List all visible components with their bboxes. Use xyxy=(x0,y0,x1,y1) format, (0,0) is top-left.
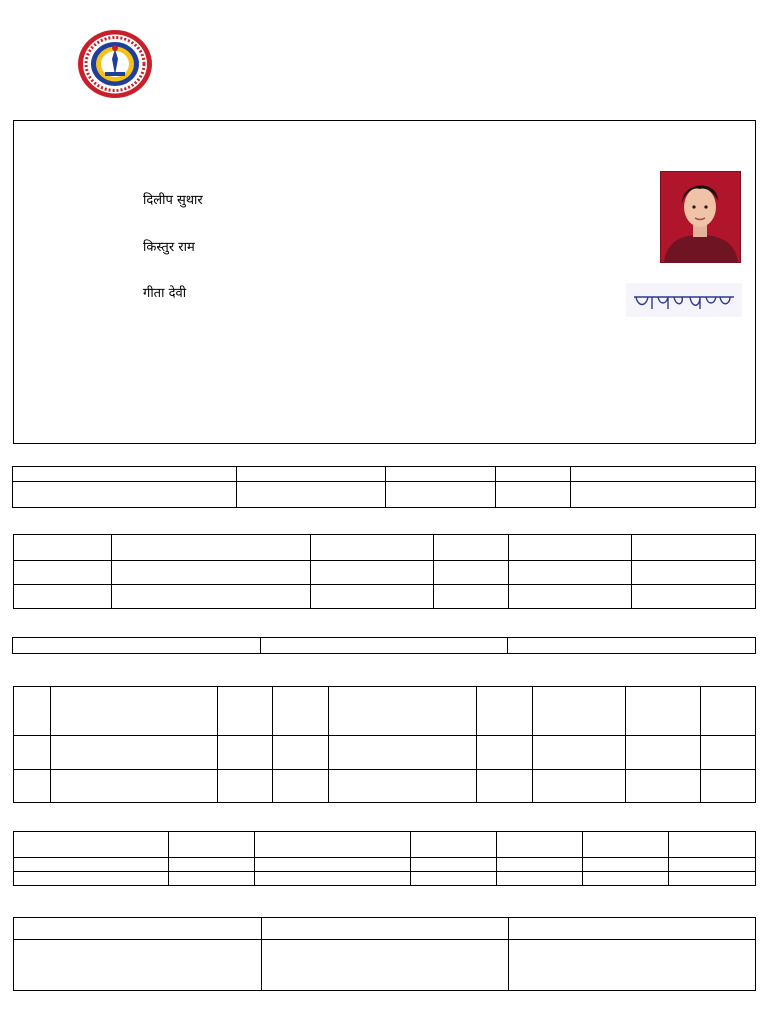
table-cell xyxy=(329,736,477,770)
table-cell xyxy=(496,467,571,482)
details-table-5 xyxy=(13,831,756,886)
details-table-3 xyxy=(12,637,756,654)
table-cell xyxy=(434,561,509,585)
university-logo xyxy=(77,29,153,99)
table-cell xyxy=(255,832,411,858)
table-cell xyxy=(262,940,509,991)
candidate-photo-icon xyxy=(660,171,741,263)
table-cell xyxy=(632,561,756,585)
table-cell xyxy=(169,832,255,858)
table-cell xyxy=(14,585,112,609)
table-cell xyxy=(51,770,218,803)
table-cell xyxy=(169,858,255,872)
table-cell xyxy=(571,482,756,508)
table-cell xyxy=(51,736,218,770)
table-cell xyxy=(533,687,626,736)
table-cell xyxy=(509,561,632,585)
university-seal-icon xyxy=(77,29,153,99)
table-cell xyxy=(477,770,533,803)
table-cell xyxy=(14,940,262,991)
table-cell xyxy=(626,770,701,803)
table-cell xyxy=(112,561,311,585)
table-cell xyxy=(329,770,477,803)
table-cell xyxy=(583,832,669,858)
table-cell xyxy=(386,467,496,482)
table-cell xyxy=(508,638,756,654)
table-cell xyxy=(218,687,273,736)
table-cell xyxy=(632,535,756,561)
table-cell xyxy=(477,736,533,770)
table-cell xyxy=(14,736,51,770)
table-cell xyxy=(169,872,255,886)
table-cell xyxy=(14,858,169,872)
table-cell xyxy=(497,832,583,858)
table-cell xyxy=(311,535,434,561)
table-cell xyxy=(701,687,756,736)
table-cell xyxy=(411,832,497,858)
table-cell xyxy=(386,482,496,508)
candidate-name: दिलीप सुथार xyxy=(143,193,203,208)
table-cell xyxy=(273,687,329,736)
table-cell xyxy=(13,467,237,482)
table-cell xyxy=(218,770,273,803)
table-cell xyxy=(626,687,701,736)
father-name: किस्तुर राम xyxy=(143,240,195,255)
table-cell xyxy=(112,535,311,561)
table-cell xyxy=(533,736,626,770)
table-cell xyxy=(14,918,262,940)
table-cell xyxy=(434,535,509,561)
details-table-1 xyxy=(12,466,756,508)
table-cell xyxy=(434,585,509,609)
table-cell xyxy=(411,858,497,872)
details-table-4 xyxy=(13,686,756,803)
table-cell xyxy=(509,940,756,991)
table-cell xyxy=(509,585,632,609)
candidate-details-box xyxy=(13,120,756,444)
table-cell xyxy=(13,638,261,654)
table-cell xyxy=(497,872,583,886)
table-cell xyxy=(262,918,509,940)
table-cell xyxy=(669,832,756,858)
table-cell xyxy=(669,858,756,872)
table-cell xyxy=(632,585,756,609)
table-cell xyxy=(571,467,756,482)
details-table-6 xyxy=(13,917,756,991)
table-cell xyxy=(311,561,434,585)
candidate-signature xyxy=(626,283,742,317)
table-cell xyxy=(14,832,169,858)
mother-name: गीता देवी xyxy=(143,286,187,301)
table-cell xyxy=(701,770,756,803)
table-cell xyxy=(14,770,51,803)
table-cell xyxy=(273,770,329,803)
table-cell xyxy=(311,585,434,609)
table-cell xyxy=(112,585,311,609)
table-cell xyxy=(261,638,508,654)
table-cell xyxy=(14,561,112,585)
table-cell xyxy=(496,482,571,508)
table-cell xyxy=(14,687,51,736)
table-cell xyxy=(14,535,112,561)
table-cell xyxy=(669,872,756,886)
table-cell xyxy=(255,858,411,872)
table-cell xyxy=(509,918,756,940)
table-cell xyxy=(237,467,386,482)
table-cell xyxy=(51,687,218,736)
table-cell xyxy=(626,736,701,770)
details-table-2 xyxy=(13,534,756,609)
table-cell xyxy=(255,872,411,886)
table-cell xyxy=(411,872,497,886)
candidate-photo xyxy=(660,171,741,263)
table-cell xyxy=(237,482,386,508)
table-cell xyxy=(218,736,273,770)
signature-icon xyxy=(626,283,742,317)
table-cell xyxy=(477,687,533,736)
table-cell xyxy=(583,858,669,872)
table-cell xyxy=(497,858,583,872)
table-cell xyxy=(14,872,169,886)
table-cell xyxy=(509,535,632,561)
table-cell xyxy=(13,482,237,508)
table-cell xyxy=(273,736,329,770)
table-cell xyxy=(533,770,626,803)
table-cell xyxy=(329,687,477,736)
table-cell xyxy=(701,736,756,770)
table-cell xyxy=(583,872,669,886)
